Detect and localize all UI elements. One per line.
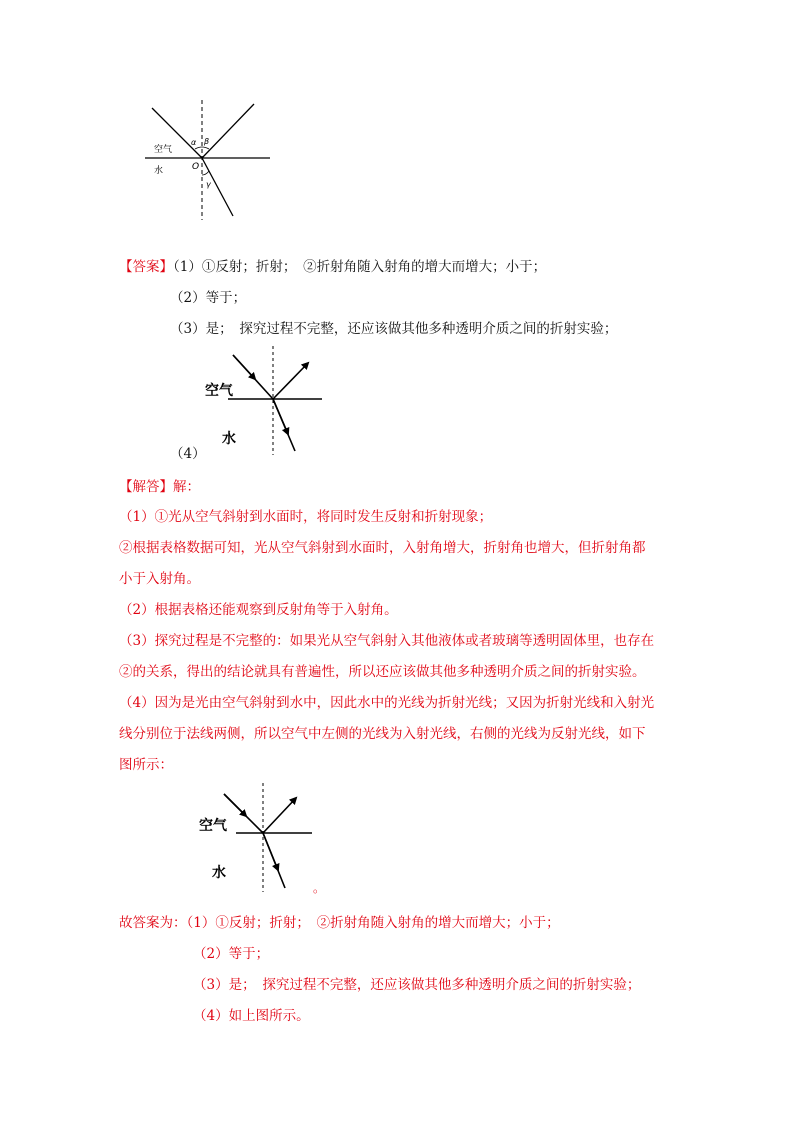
final-line-1: 故答案为：（1）①反射；折射； ②折射角随入射角的增大而增大；小于； bbox=[119, 915, 560, 931]
final-line-2: （2）等于； bbox=[193, 946, 270, 962]
end-mark: 。 bbox=[313, 881, 326, 895]
analysis-p4b: ②的关系，得出的结论就具有普遍性，所以还应该做其他多种透明介质之间的折射实验。 bbox=[119, 664, 646, 680]
analysis-p3: （2）根据表格还能观察到反射角等于入射角。 bbox=[119, 602, 398, 618]
final-line-4: （4）如上图所示。 bbox=[193, 1008, 310, 1024]
analysis-p4a: （3）探究过程是不完整的：如果光从空气斜射入其他液体或者玻璃等透明固体里，也存在 bbox=[119, 633, 655, 649]
answer-refraction-diagram bbox=[200, 343, 330, 461]
answer-line-1: 【答案】（1）①反射；折射； ②折射角随入射角的增大而增大；小于； bbox=[119, 259, 547, 275]
answer-tag: 【答案】 bbox=[119, 259, 173, 275]
answer-line-4: （4） bbox=[170, 446, 206, 462]
label-air: 空气 bbox=[154, 145, 173, 155]
analysis-p5a: （4）因为是光由空气斜射到水中，因此水中的光线为折射光线；又因为折射光线和入射光 bbox=[119, 695, 655, 711]
label-O: O bbox=[192, 162, 200, 172]
final-line-3: （3）是； 探究过程不完整，还应该做其他多种透明介质之间的折射实验； bbox=[193, 977, 641, 993]
analysis-p2b: 小于入射角。 bbox=[119, 571, 200, 587]
refracted-arrow bbox=[263, 833, 278, 870]
angle-arc-bottom bbox=[202, 171, 209, 175]
label-alpha: α bbox=[191, 138, 197, 147]
answer-line-2: （2）等于； bbox=[170, 290, 247, 306]
analysis-tag: 【解答】解： bbox=[119, 479, 200, 495]
label-beta: β bbox=[204, 137, 210, 146]
analysis-refraction-diagram bbox=[196, 780, 336, 898]
incident-arrow bbox=[233, 355, 255, 379]
refracted-arrow bbox=[273, 399, 288, 434]
answer-line-3: （3）是； 探究过程不完整，还应该做其他多种透明介质之间的折射实验； bbox=[170, 321, 618, 337]
analysis-p5b: 线分别位于法线两侧，所以空气中左侧的光线为入射光线，右侧的光线为反射光线，如下 bbox=[119, 726, 646, 742]
label-air: 空气 bbox=[199, 818, 227, 834]
reflected-ray bbox=[202, 104, 254, 158]
reflected-ray bbox=[263, 798, 296, 833]
analysis-p1: （1）①光从空气斜射到水面时，将同时发生反射和折射现象； bbox=[119, 509, 493, 525]
label-water: 水 bbox=[212, 865, 226, 881]
label-water: 水 bbox=[154, 166, 164, 176]
incident-arrow bbox=[224, 794, 246, 816]
analysis-p2a: ②根据表格数据可知，光从空气斜射到水面时，入射角增大，折射角也增大，但折射角都 bbox=[119, 540, 646, 556]
reflected-ray bbox=[273, 363, 308, 399]
analysis-p5c: 图所示： bbox=[119, 757, 173, 773]
label-gamma: γ bbox=[206, 180, 211, 189]
top-refraction-diagram bbox=[140, 95, 280, 225]
label-water: 水 bbox=[222, 431, 236, 447]
angle-arc-top bbox=[195, 147, 209, 149]
label-air: 空气 bbox=[205, 383, 233, 399]
